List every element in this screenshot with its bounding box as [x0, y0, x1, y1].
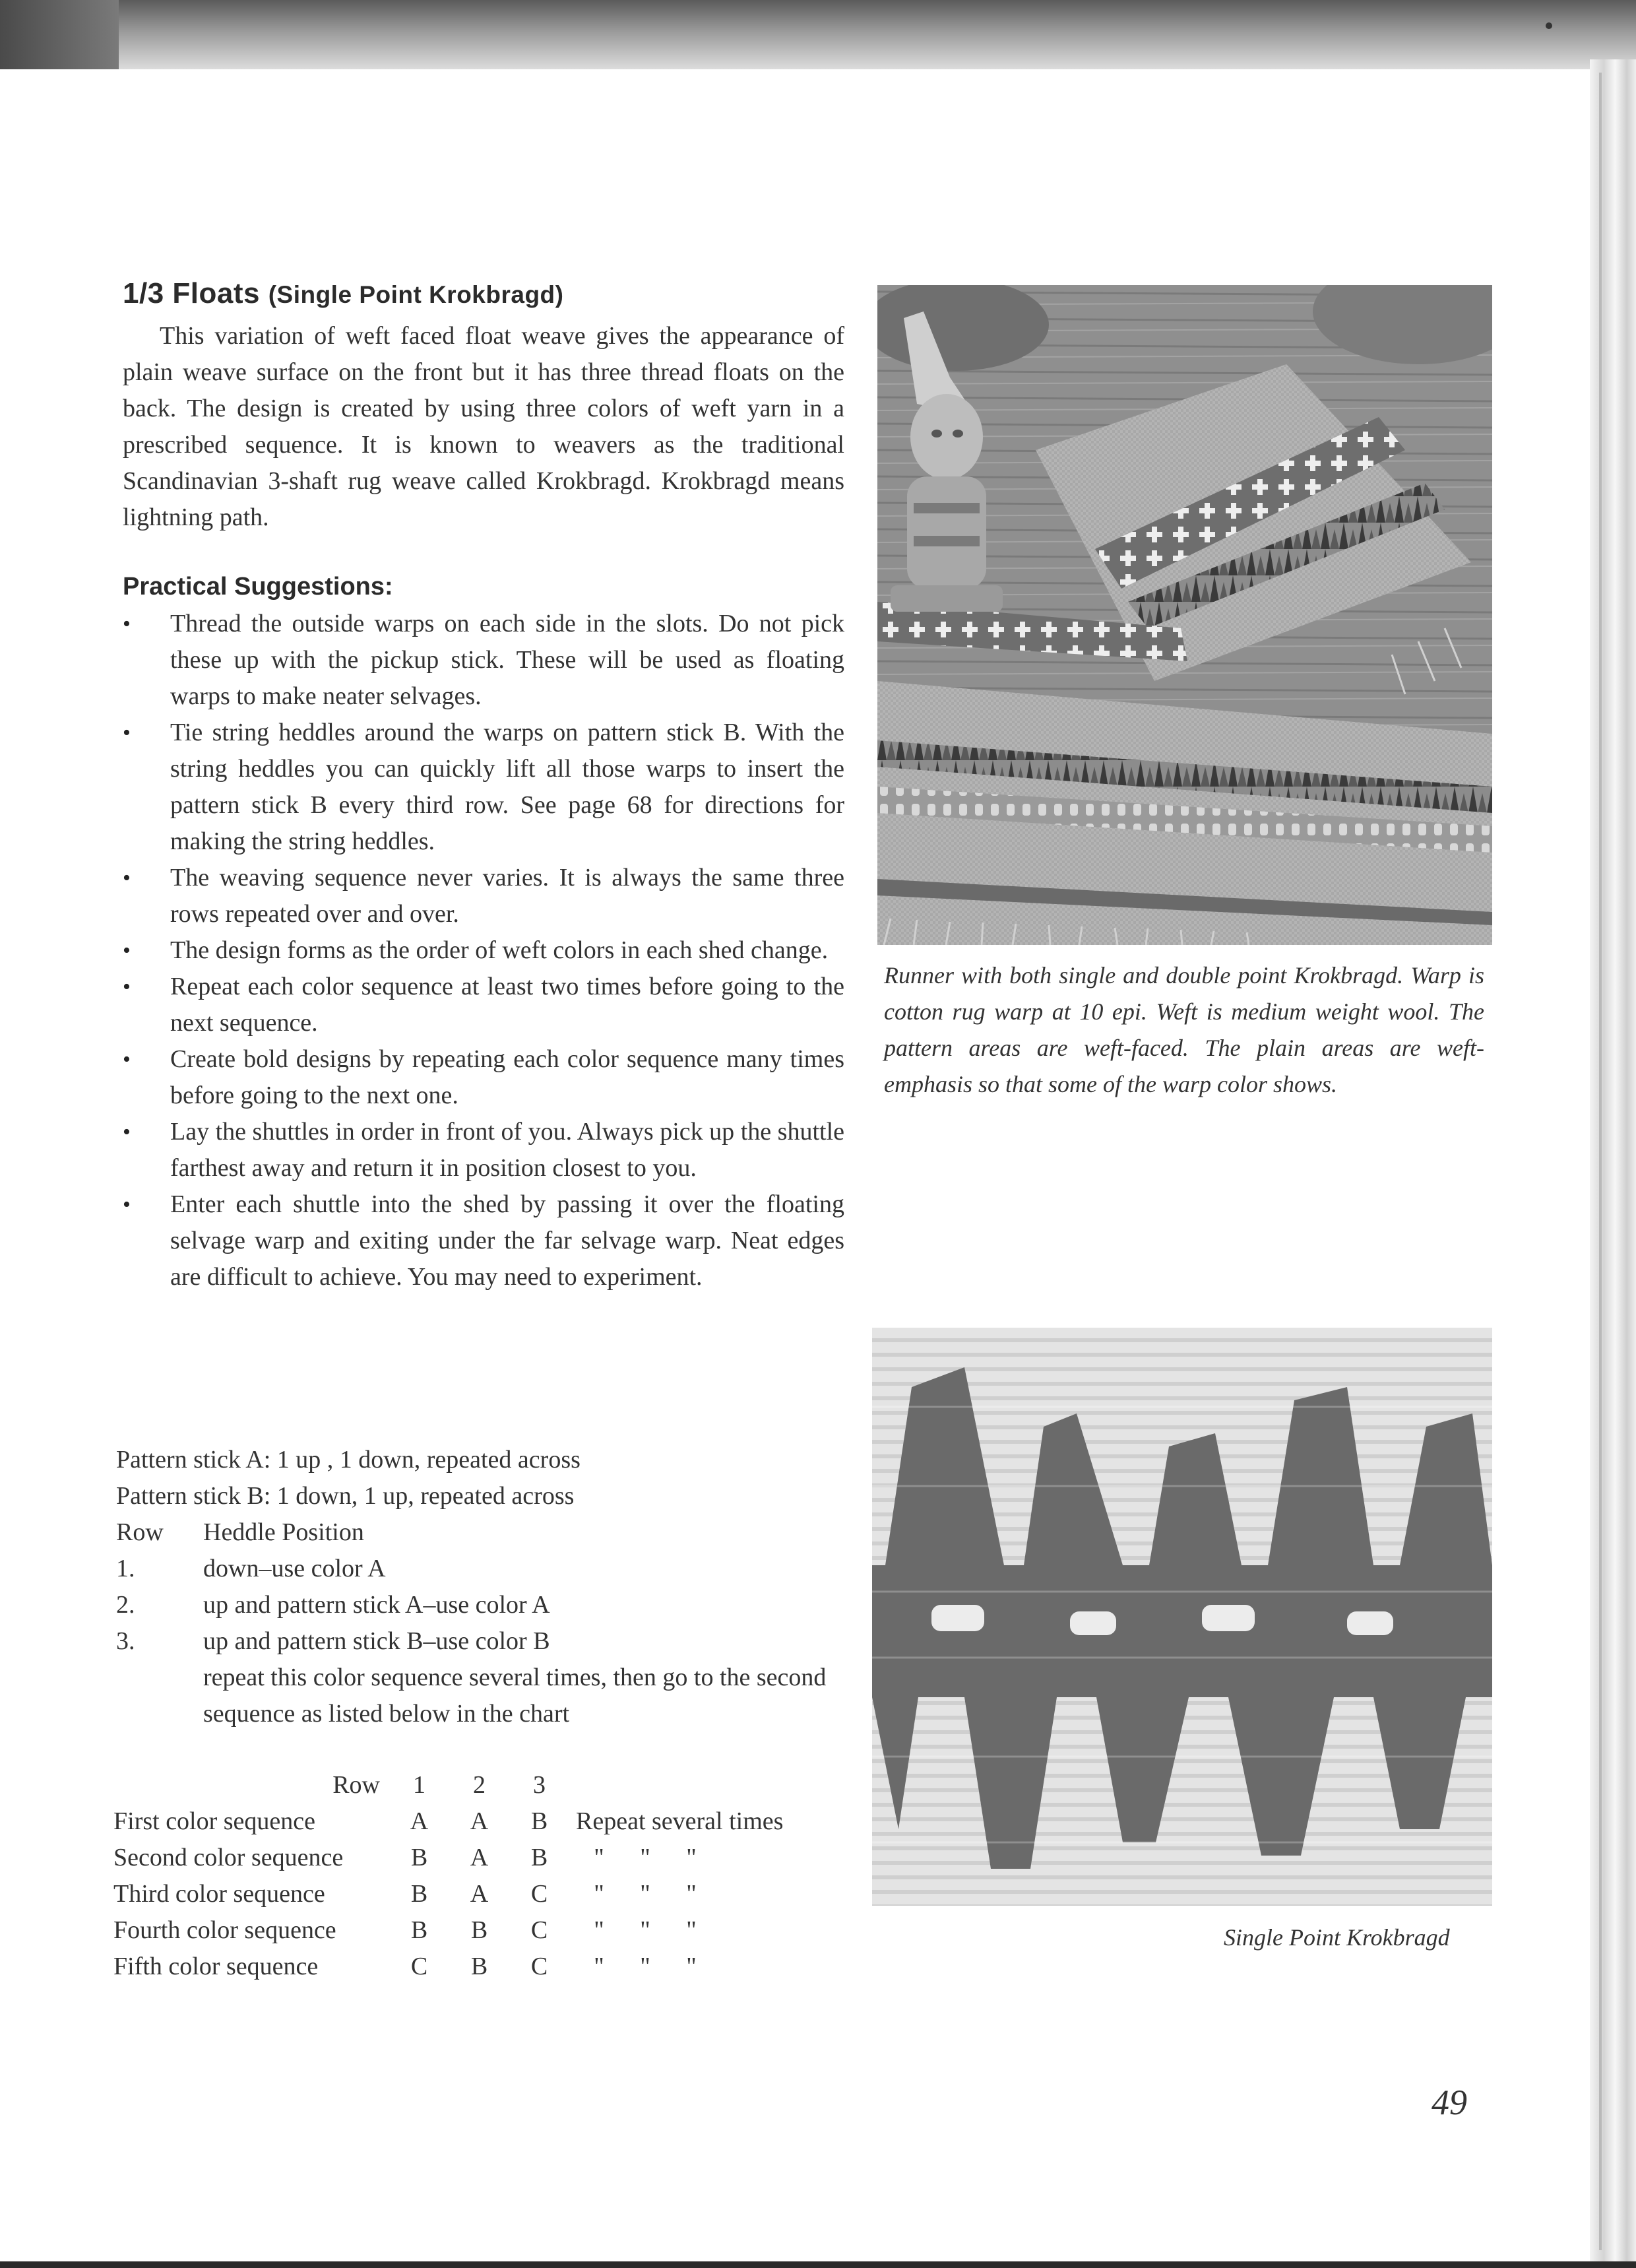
krokbragd-closeup-photo — [872, 1328, 1492, 1906]
ditto-marks: " " " — [594, 1916, 697, 1944]
table-cell: B — [530, 1807, 548, 1835]
runner-photo — [877, 285, 1492, 945]
heddle-row — [116, 1551, 842, 1587]
suggestion-item: • Create bold designs by repeating each color sequence many times before going to the next one. — [123, 1041, 844, 1114]
scan-speck — [1546, 22, 1552, 29]
pattern-stick-b: Pattern stick B: 1 down, 1 up, repeated across — [116, 1482, 575, 1510]
sequence-label: Second color sequence — [113, 1844, 344, 1871]
table-cell: A — [410, 1807, 429, 1835]
table-cell: C — [530, 1916, 548, 1944]
table-header-cell: 2 — [473, 1771, 486, 1799]
section-title-main: 1/3 Floats — [123, 277, 260, 309]
table-cell: A — [470, 1844, 489, 1871]
table-row — [113, 1803, 783, 1840]
table-cell: B — [410, 1844, 428, 1871]
runner-photo-drawing — [877, 285, 1492, 945]
table-header-row-label: Row — [332, 1771, 380, 1799]
table-header-cell: 1 — [413, 1771, 425, 1799]
page-number: 49 — [1432, 2083, 1467, 2122]
row-number: 1. — [116, 1555, 135, 1582]
table-cell: B — [470, 1953, 488, 1980]
heddle-position-header: Heddle Position — [203, 1518, 364, 1546]
table-row — [113, 1876, 783, 1912]
suggestion-item: • Repeat each color sequence at least two times before going to the next sequence. — [123, 969, 844, 1041]
suggestions-list — [123, 606, 844, 1295]
row-instruction: down–use color A — [203, 1555, 386, 1582]
closeup-photo-caption: Single Point Krokbragd — [1224, 1924, 1450, 1951]
page-edge — [1590, 59, 1636, 2263]
intro-paragraph: This variation of weft faced float weave gives the appearance of plain weave surface on the front but it has three thread floats on the back. The design is created by using three colors of weft yarn in a prescribed sequence. It is known to weavers as the traditional Scandinavian 3-shaft rug weave called Krokbragd. Krokbragd means lightning path. — [123, 322, 844, 531]
repeat-note: repeat this color sequence several times, then go to the second sequence as listed below in the chart — [203, 1664, 827, 1728]
table-row — [113, 1912, 783, 1949]
suggestion-item: • Enter each shuttle into the shed by passing it over the floating selvage warp and exiting under the far selvage warp. Neat edges are difficult to achieve. You may need to experiment. — [123, 1186, 844, 1295]
row-header: Row — [116, 1518, 164, 1546]
pattern-stick-a: Pattern stick A: 1 up , 1 down, repeated across — [116, 1446, 581, 1474]
table-header-row — [113, 1767, 783, 1803]
table-row — [113, 1840, 783, 1876]
sequence-label: Third color sequence — [113, 1880, 325, 1908]
suggestion-item: • Tie string heddles around the warps on pattern stick B. With the string heddles you can quickly lift all those warps to insert the pattern stick B every third row. See page 68 for directions for making the string heddles. — [123, 715, 844, 860]
suggestion-item: • Thread the outside warps on each side in the slots. Do not pick these up with the pickup stick. These will be used as floating warps to make neater selvages. — [123, 606, 844, 715]
table-cell: B — [410, 1916, 428, 1944]
row-instruction: up and pattern stick A–use color A — [203, 1591, 550, 1619]
suggestion-item: • The design forms as the order of weft colors in each shed change. — [123, 932, 844, 969]
table-cell: A — [470, 1807, 489, 1835]
row-number: 3. — [116, 1627, 135, 1655]
table-cell: A — [470, 1880, 489, 1908]
table-cell: B — [530, 1844, 548, 1871]
sequence-label: Fifth color sequence — [113, 1953, 319, 1980]
ditto-marks: " " " — [594, 1953, 697, 1980]
table-cell: B — [410, 1880, 428, 1908]
table-cell: C — [530, 1880, 548, 1908]
section-subtitle: (Single Point Krokbragd) — [268, 281, 564, 308]
scan-top-shadow — [0, 0, 1636, 69]
ditto-marks: " " " — [594, 1880, 697, 1908]
pattern-stick-instructions — [116, 1442, 842, 1732]
ditto-marks: " " " — [594, 1844, 697, 1871]
sequence-label: Fourth color sequence — [113, 1916, 336, 1944]
suggestion-item: • Lay the shuttles in order in front of you. Always pick up the shuttle farthest away and return it in position closest to you. — [123, 1114, 844, 1186]
table-row — [113, 1949, 783, 1985]
heddle-row — [116, 1587, 842, 1623]
suggestion-item: • The weaving sequence never varies. It is always the same three rows repeated over and over. — [123, 860, 844, 932]
color-sequence-table — [113, 1767, 783, 1985]
section-title — [123, 277, 563, 310]
krokbragd-closeup-drawing — [872, 1328, 1492, 1906]
heddle-header-row — [116, 1514, 842, 1551]
table-cell: B — [470, 1916, 488, 1944]
scan-corner-shadow — [0, 0, 119, 69]
row-instruction: up and pattern stick B–use color B — [203, 1627, 550, 1655]
table-header-cell: 3 — [533, 1771, 546, 1799]
row-number: 2. — [116, 1591, 135, 1619]
repeat-text: Repeat several times — [576, 1807, 784, 1835]
suggestions-heading: Practical Suggestions: — [123, 573, 393, 600]
page-edge-line — [1599, 73, 1602, 2250]
table-cell: C — [410, 1953, 428, 1980]
table-cell: C — [530, 1953, 548, 1980]
scan-bottom-edge — [0, 2261, 1636, 2268]
runner-photo-caption: Runner with both single and double point Krokbragd. Warp is cotton rug warp at 10 epi. Weft is medium weight wool. The pattern areas are weft-faced. The plain areas are weft-emphasis so that some of the warp color shows. — [884, 962, 1484, 1097]
heddle-row — [116, 1623, 842, 1660]
sequence-label: First color sequence — [113, 1807, 316, 1835]
